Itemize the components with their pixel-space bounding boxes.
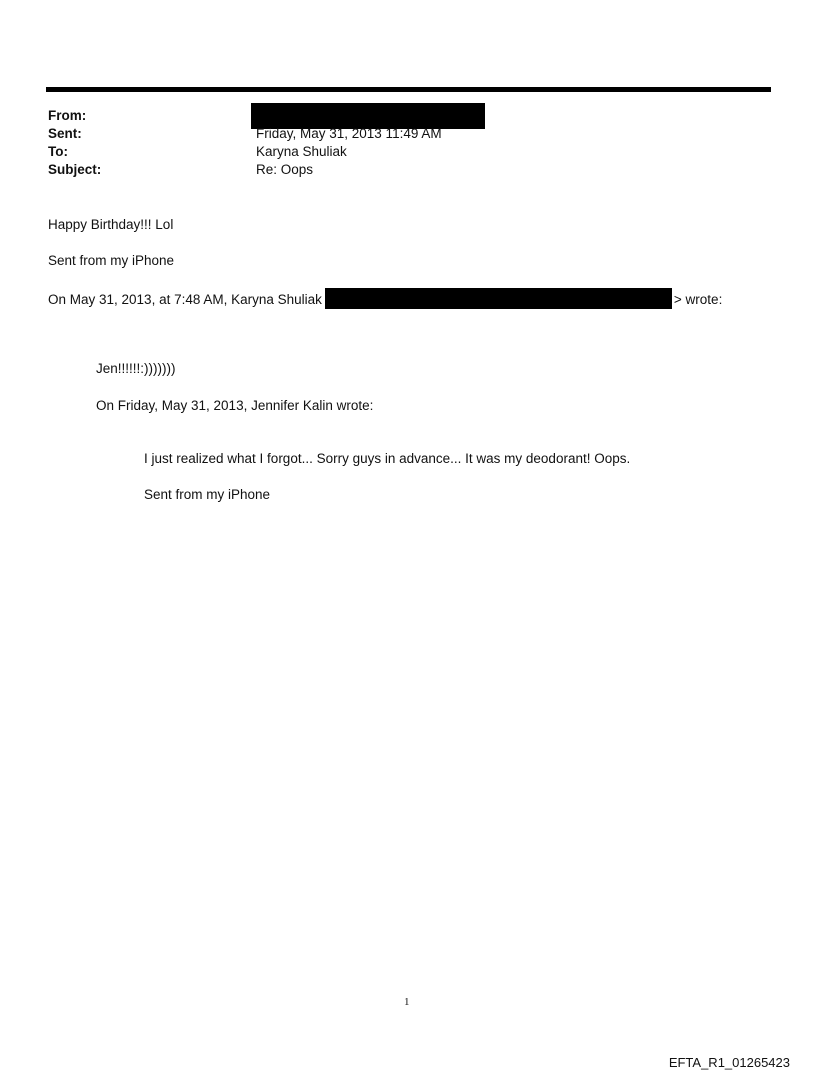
document-id: EFTA_R1_01265423 <box>668 1055 790 1070</box>
sent-row <box>48 125 748 143</box>
to-row <box>48 143 748 161</box>
signature-2: Sent from my iPhone <box>144 487 271 502</box>
from-label: From: <box>48 108 87 123</box>
to-label: To: <box>48 144 68 159</box>
from-row <box>48 107 748 125</box>
subject-value: Re: Oops <box>256 162 314 177</box>
signature: Sent from my iPhone <box>48 253 175 268</box>
sent-label: Sent: <box>48 126 82 141</box>
email-header <box>48 107 748 179</box>
original-message: I just realized what I forgot... Sorry guys in advance... It was my deodorant! Oops. <box>144 451 631 466</box>
message-line: Happy Birthday!!! Lol <box>48 217 174 232</box>
reply-line: Jen!!!!!!:))))))) <box>96 361 176 376</box>
email-redaction <box>325 288 672 309</box>
quote-intro-suffix: > wrote: <box>673 292 723 307</box>
page-number: 1 <box>404 996 410 1008</box>
sent-value: Friday, May 31, 2013 11:49 AM <box>256 126 442 141</box>
subject-row <box>48 161 748 179</box>
quote-intro <box>48 288 722 309</box>
quote-intro-prefix: On May 31, 2013, at 7:48 AM, Karyna Shuliak <box>48 292 322 307</box>
subject-label: Subject: <box>48 162 102 177</box>
quote-intro-2: On Friday, May 31, 2013, Jennifer Kalin wrote: <box>96 398 374 413</box>
to-value: Karyna Shuliak <box>256 144 347 159</box>
header-rule <box>46 87 771 92</box>
